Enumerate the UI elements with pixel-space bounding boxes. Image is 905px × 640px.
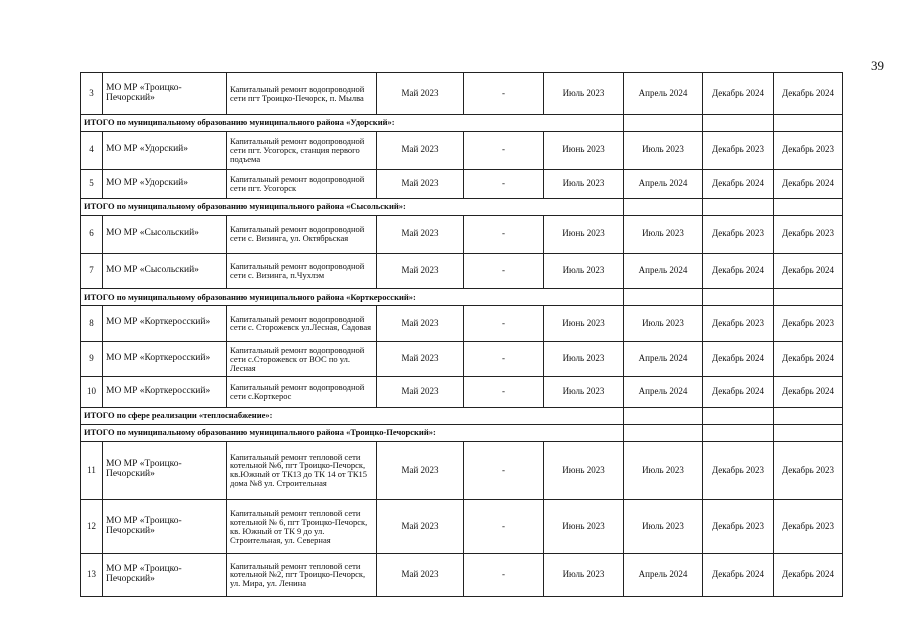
total-row <box>81 424 843 441</box>
total-row <box>81 115 843 132</box>
municipality-cell: МО МР «Сысольский» <box>103 253 227 289</box>
table-row <box>81 215 843 253</box>
date-cell: - <box>464 131 544 169</box>
date-cell: Апрель 2024 <box>624 73 703 115</box>
work-description-cell: Капитальный ремонт водопроводной сети с. Визинга, п.Чухлэм <box>227 253 377 289</box>
total-empty-cell <box>703 407 774 424</box>
work-description-cell: Капитальный ремонт тепловой сети котельной № 6, пгт Троицко-Печорск, кв. Южный от ТК 9 до ул. Строительная, ул. Северная <box>227 500 377 554</box>
date-cell: Май 2023 <box>377 500 464 554</box>
total-empty-cell <box>624 407 703 424</box>
work-description-cell: Капитальный ремонт водопроводной сети с.Корткерос <box>227 377 377 407</box>
date-cell: Май 2023 <box>377 341 464 377</box>
date-cell: Декабрь 2024 <box>703 253 774 289</box>
date-cell: - <box>464 377 544 407</box>
total-label: ИТОГО по муниципальному образованию муниципального района «Корткеросский»: <box>81 289 624 306</box>
work-description-cell: Капитальный ремонт водопроводной сети с. Визинга, ул. Октябрьская <box>227 215 377 253</box>
date-cell: Май 2023 <box>377 215 464 253</box>
schedule-table <box>80 72 843 597</box>
date-cell: Декабрь 2024 <box>703 73 774 115</box>
date-cell: - <box>464 253 544 289</box>
date-cell: Апрель 2024 <box>624 341 703 377</box>
total-empty-cell <box>703 115 774 132</box>
date-cell: - <box>464 553 544 596</box>
work-description-cell: Капитальный ремонт тепловой сети котельной №6, пгт Троицко-Печорск, кв.Южный от ТК13 до ТК 14 от ТК15 дома №8 ул. Строительная <box>227 441 377 500</box>
total-row <box>81 289 843 306</box>
date-cell: Декабрь 2023 <box>774 306 843 342</box>
date-cell: Декабрь 2024 <box>774 253 843 289</box>
work-description-cell: Капитальный ремонт тепловой сети котельной №2, пгт Троицко-Печорск, ул. Мира, ул. Ленина <box>227 553 377 596</box>
table-row <box>81 131 843 169</box>
date-cell: Июнь 2023 <box>544 215 624 253</box>
date-cell: - <box>464 500 544 554</box>
date-cell: Июнь 2023 <box>544 306 624 342</box>
date-cell: Декабрь 2024 <box>774 341 843 377</box>
date-cell: Май 2023 <box>377 306 464 342</box>
work-description-cell: Капитальный ремонт водопроводной сети с. Сторожевск ул.Лесная, Садовая <box>227 306 377 342</box>
total-empty-cell <box>774 289 843 306</box>
date-cell: Декабрь 2024 <box>703 377 774 407</box>
municipality-cell: МО МР «Корткеросский» <box>103 377 227 407</box>
date-cell: Декабрь 2023 <box>703 441 774 500</box>
date-cell: Декабрь 2023 <box>774 131 843 169</box>
row-number: 7 <box>81 253 103 289</box>
date-cell: Декабрь 2024 <box>774 73 843 115</box>
work-description-cell: Капитальный ремонт водопроводной сети пгт. Усогорск, станция первого подъема <box>227 131 377 169</box>
date-cell: - <box>464 441 544 500</box>
date-cell: Июнь 2023 <box>544 131 624 169</box>
table-row <box>81 341 843 377</box>
row-number: 6 <box>81 215 103 253</box>
date-cell: Декабрь 2024 <box>703 341 774 377</box>
date-cell: Июль 2023 <box>624 500 703 554</box>
date-cell: Июнь 2023 <box>544 500 624 554</box>
date-cell: Июль 2023 <box>544 253 624 289</box>
date-cell: Декабрь 2023 <box>774 215 843 253</box>
total-label: ИТОГО по муниципальному образованию муниципального района «Сысольский»: <box>81 198 624 215</box>
row-number: 3 <box>81 73 103 115</box>
total-label: ИТОГО по муниципальному образованию муниципального района «Троицко-Печорский»: <box>81 424 624 441</box>
municipality-cell: МО МР «Троицко-Печорский» <box>103 500 227 554</box>
date-cell: Июль 2023 <box>544 169 624 198</box>
date-cell: Декабрь 2024 <box>774 553 843 596</box>
total-row <box>81 407 843 424</box>
total-empty-cell <box>774 407 843 424</box>
page-number: 39 <box>871 58 884 73</box>
total-empty-cell <box>703 198 774 215</box>
municipality-cell: МО МР «Удорский» <box>103 131 227 169</box>
total-empty-cell <box>703 424 774 441</box>
date-cell: Июль 2023 <box>544 341 624 377</box>
date-cell: Июль 2023 <box>624 215 703 253</box>
date-cell: Июль 2023 <box>544 377 624 407</box>
date-cell: - <box>464 215 544 253</box>
table-row <box>81 441 843 500</box>
table-row <box>81 553 843 596</box>
total-empty-cell <box>703 289 774 306</box>
date-cell: Июнь 2023 <box>544 441 624 500</box>
row-number: 4 <box>81 131 103 169</box>
row-number: 12 <box>81 500 103 554</box>
total-empty-cell <box>624 289 703 306</box>
date-cell: Апрель 2024 <box>624 253 703 289</box>
municipality-cell: МО МР «Троицко-Печорский» <box>103 553 227 596</box>
date-cell: Декабрь 2024 <box>774 377 843 407</box>
date-cell: Июль 2023 <box>624 131 703 169</box>
date-cell: Май 2023 <box>377 73 464 115</box>
row-number: 10 <box>81 377 103 407</box>
total-label: ИТОГО по сфере реализации «теплоснабжение»: <box>81 407 624 424</box>
total-empty-cell <box>774 115 843 132</box>
date-cell: Апрель 2024 <box>624 169 703 198</box>
date-cell: Декабрь 2023 <box>774 500 843 554</box>
total-row <box>81 198 843 215</box>
date-cell: Декабрь 2023 <box>774 441 843 500</box>
municipality-cell: МО МР «Корткеросский» <box>103 306 227 342</box>
date-cell: Май 2023 <box>377 169 464 198</box>
table-row <box>81 500 843 554</box>
row-number: 13 <box>81 553 103 596</box>
work-description-cell: Капитальный ремонт водопроводной сети пгт Троицко-Печорск, п. Мылва <box>227 73 377 115</box>
municipality-cell: МО МР «Троицко-Печорский» <box>103 441 227 500</box>
row-number: 11 <box>81 441 103 500</box>
date-cell: Май 2023 <box>377 253 464 289</box>
table-row <box>81 306 843 342</box>
date-cell: Май 2023 <box>377 131 464 169</box>
date-cell: - <box>464 169 544 198</box>
total-empty-cell <box>624 424 703 441</box>
table-row <box>81 169 843 198</box>
date-cell: Апрель 2024 <box>624 553 703 596</box>
municipality-cell: МО МР «Корткеросский» <box>103 341 227 377</box>
date-cell: Апрель 2024 <box>624 377 703 407</box>
municipality-cell: МО МР «Удорский» <box>103 169 227 198</box>
total-label: ИТОГО по муниципальному образованию муниципального района «Удорский»: <box>81 115 624 132</box>
total-empty-cell <box>624 115 703 132</box>
date-cell: Декабрь 2024 <box>703 169 774 198</box>
total-empty-cell <box>774 424 843 441</box>
date-cell: Декабрь 2023 <box>703 500 774 554</box>
date-cell: Май 2023 <box>377 377 464 407</box>
date-cell: - <box>464 306 544 342</box>
municipality-cell: МО МР «Троицко-Печорский» <box>103 73 227 115</box>
date-cell: Май 2023 <box>377 553 464 596</box>
date-cell: Июль 2023 <box>544 553 624 596</box>
work-description-cell: Капитальный ремонт водопроводной сети пгт. Усогорск <box>227 169 377 198</box>
date-cell: Декабрь 2023 <box>703 131 774 169</box>
total-empty-cell <box>774 198 843 215</box>
row-number: 9 <box>81 341 103 377</box>
table-row <box>81 377 843 407</box>
date-cell: Декабрь 2023 <box>703 306 774 342</box>
date-cell: Декабрь 2024 <box>703 553 774 596</box>
date-cell: Июль 2023 <box>624 441 703 500</box>
date-cell: - <box>464 341 544 377</box>
row-number: 5 <box>81 169 103 198</box>
work-description-cell: Капитальный ремонт водопроводной сети с.Сторожевск от ВОС по ул. Лесная <box>227 341 377 377</box>
municipality-cell: МО МР «Сысольский» <box>103 215 227 253</box>
table-row <box>81 253 843 289</box>
date-cell: Декабрь 2024 <box>774 169 843 198</box>
row-number: 8 <box>81 306 103 342</box>
total-empty-cell <box>624 198 703 215</box>
date-cell: Май 2023 <box>377 441 464 500</box>
date-cell: Июль 2023 <box>544 73 624 115</box>
table-row <box>81 73 843 115</box>
date-cell: Июль 2023 <box>624 306 703 342</box>
date-cell: Декабрь 2023 <box>703 215 774 253</box>
date-cell: - <box>464 73 544 115</box>
